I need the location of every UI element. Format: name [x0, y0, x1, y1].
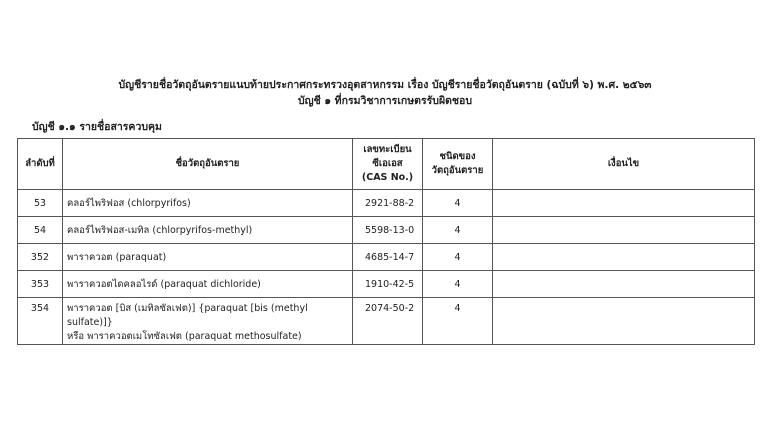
cell-type: 4 [423, 298, 493, 345]
table-row [18, 217, 755, 244]
cell-no: 54 [18, 217, 63, 244]
cell-type: 4 [423, 190, 493, 217]
hazardous-substances-table [17, 138, 755, 345]
table-header-row [18, 139, 755, 190]
cell-no: 353 [18, 271, 63, 298]
cell-name-line: คลอร์ไพริฟอส (chlorpyrifos) [67, 197, 191, 209]
column-header-condition: เงื่อนไข [493, 139, 755, 190]
cell-no: 354 [18, 298, 63, 345]
column-header-type-line: ชนิดของ [439, 151, 476, 162]
column-header-type-line: วัตถุอันตราย [431, 165, 484, 176]
column-header-cas-line: (CAS No.) [361, 172, 414, 183]
cell-cas: 2921-88-2 [353, 190, 423, 217]
table-row [18, 271, 755, 298]
cell-cas: 2074-50-2 [353, 298, 423, 345]
cell-name [63, 217, 353, 244]
cell-no: 53 [18, 190, 63, 217]
cell-cas: 5598-13-0 [353, 217, 423, 244]
cell-condition [493, 244, 755, 271]
cell-type: 4 [423, 271, 493, 298]
cell-name-line: พาราควอตไดคลอไรด์ (paraquat dichloride) [67, 278, 261, 290]
cell-condition [493, 190, 755, 217]
column-header-cas-line: ซีเอเอส [372, 158, 403, 169]
column-header-name: ชื่อวัตถุอันตราย [63, 139, 353, 190]
cell-name-line: คลอร์ไพริฟอส-เมทิล (chlorpyrifos-methyl) [67, 224, 253, 236]
table-row [18, 190, 755, 217]
cell-name [63, 298, 353, 345]
cell-name [63, 244, 353, 271]
table-row [18, 244, 755, 271]
cell-type: 4 [423, 244, 493, 271]
cell-condition [493, 271, 755, 298]
cell-condition [493, 298, 755, 345]
section-title: บัญชี ๑.๑ รายชื่อสารควบคุม [32, 121, 162, 133]
column-header-cas-line: เลขทะเบียน [363, 144, 412, 155]
column-header-cas [353, 139, 423, 190]
cell-name-line: พาราควอต [บิส (เมทิลซัลเฟต)] {paraquat [bis (methyl sulfate)]} [67, 303, 308, 328]
cell-type: 4 [423, 217, 493, 244]
cell-no: 352 [18, 244, 63, 271]
cell-cas: 1910-42-5 [353, 271, 423, 298]
cell-condition [493, 217, 755, 244]
column-header-no: ลำดับที่ [18, 139, 63, 190]
document-title: บัญชีรายชื่อวัตถุอันตรายแนบท้ายประกาศกระทรวงอุตสาหกรรม เรื่อง บัญชีรายชื่อวัตถุอันตราย (ฉบับที่ ๖) พ.ศ. ๒๕๖๓ [118, 79, 652, 91]
cell-name-line: พาราควอต (paraquat) [67, 251, 167, 263]
cell-name-line: หรือ พาราควอตเมโทซัลเฟต (paraquat methosulfate) [67, 331, 302, 342]
cell-name [63, 271, 353, 298]
cell-name [63, 190, 353, 217]
document-subtitle: บัญชี ๑ ที่กรมวิชาการเกษตรรับผิดชอบ [297, 95, 473, 107]
table-row [18, 298, 755, 345]
cell-cas: 4685-14-7 [353, 244, 423, 271]
column-header-type [423, 139, 493, 190]
